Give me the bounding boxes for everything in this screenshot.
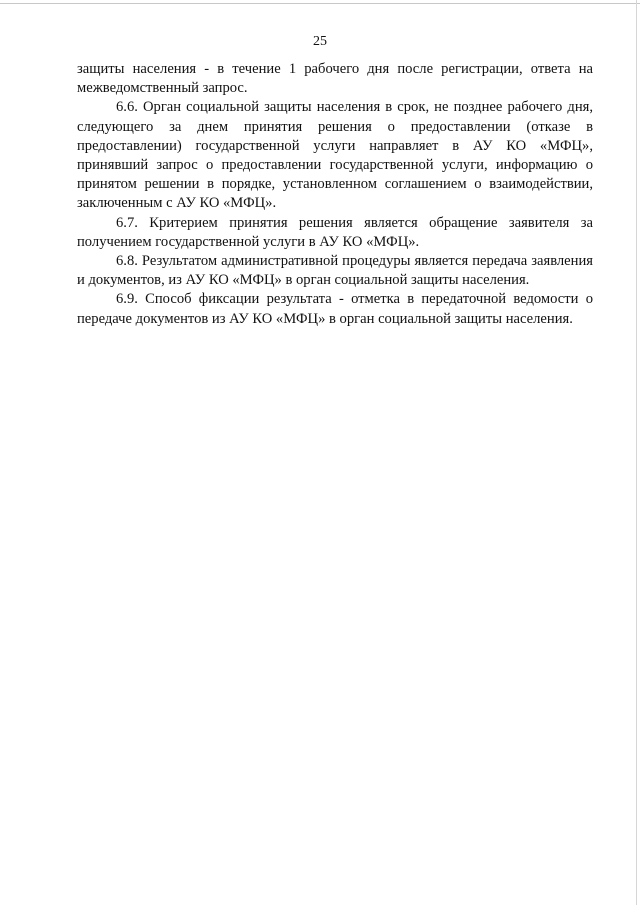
scan-edge-top-line <box>0 3 640 4</box>
paragraph-6-9: 6.9. Способ фиксации результата - отметка в передаточной ведомости о передаче документов из АУ КО «МФЦ» в орган социальной защиты населения. <box>77 291 593 327</box>
paragraph-continuation: защиты населения - в течение 1 рабочего дня после регистрации, ответа на межведомственный запрос. <box>77 61 593 97</box>
paragraph-6-8: 6.8. Результатом административной процедуры является передача заявления и документов, из АУ КО «МФЦ» в орган социальной защиты населения. <box>77 253 593 289</box>
document-body <box>77 60 593 329</box>
paragraph-6-6: 6.6. Орган социальной защиты населения в срок, не позднее рабочего дня, следующего за днем принятия решения о предоставлении (отказе в предоставлении) государственной услуги направляет в АУ КО «МФЦ», принявший запрос о предоставлении государственной услуги, информацию о принятом решении в порядке, установленном соглашением о взаимодействии, заключенным с АУ КО «МФЦ». <box>77 99 593 212</box>
paragraph-6-7: 6.7. Критерием принятия решения является обращение заявителя за получением государственной услуги в АУ КО «МФЦ». <box>77 214 593 250</box>
page-number: 25 <box>313 34 327 49</box>
scan-edge-right-line <box>636 0 637 905</box>
